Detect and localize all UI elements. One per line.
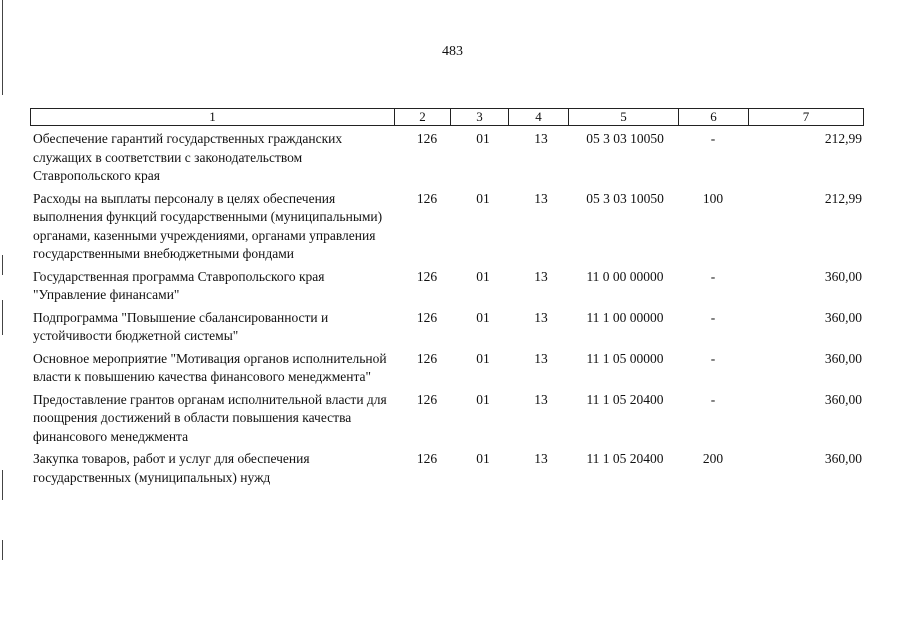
row-sum: 360,00 [824, 391, 862, 407]
row-rz: 01 [476, 268, 490, 284]
header-col-5: 5 [569, 109, 679, 125]
row-rz: 01 [476, 451, 490, 466]
row-pr: 13 [534, 350, 548, 366]
scan-edge-line [2, 540, 3, 560]
row-ved: 126 [416, 131, 438, 146]
row-sum: 360,00 [824, 451, 862, 466]
row-rz: 01 [476, 190, 490, 206]
row-rz: 01 [476, 391, 490, 407]
table-body [30, 130, 864, 491]
row-vr: 200 [702, 451, 724, 466]
row-pr: 13 [534, 391, 548, 407]
row-sum: 360,00 [824, 309, 862, 325]
row-csr: 11 1 05 00000 [586, 350, 664, 366]
row-ved: 126 [416, 190, 438, 206]
row-name: Обеспечение гарантий государственных гражданских служащих в соответствии с законодательством Ставропольского края [33, 131, 343, 183]
row-vr: - [710, 309, 716, 325]
row-ved: 126 [416, 350, 438, 366]
row-pr: 13 [534, 268, 548, 284]
row-sum: 360,00 [824, 350, 862, 366]
row-vr: - [710, 350, 716, 366]
row-sum: 360,00 [824, 268, 862, 284]
row-name: Закупка товаров, работ и услуг для обеспечения государственных (муниципальных) нужд [33, 451, 310, 485]
header-col-4: 4 [509, 109, 569, 125]
row-rz: 01 [476, 309, 490, 325]
table-row [30, 309, 864, 346]
row-vr: - [710, 131, 716, 146]
row-csr: 11 1 05 20400 [586, 451, 664, 466]
page-number: 483 [442, 44, 463, 59]
row-name: Расходы на выплаты персоналу в целях обеспечения выполнения функций государственными (муниципальными) органами, казенными учреждениями, органами управления государственными внебюджетными фондами [33, 190, 383, 261]
row-name: Подпрограмма "Повышение сбалансированности и устойчивости бюджетной системы" [33, 309, 329, 343]
row-sum: 212,99 [824, 190, 862, 206]
row-csr: 11 0 00 00000 [586, 268, 664, 284]
table-row [30, 268, 864, 305]
header-col-3: 3 [451, 109, 509, 125]
scan-edge-line [2, 255, 3, 275]
row-csr: 11 1 05 20400 [586, 391, 664, 407]
row-pr: 13 [534, 309, 548, 325]
row-pr: 13 [534, 451, 548, 466]
row-name: Основное мероприятие "Мотивация органов исполнительной власти к повышению качества финансового менеджмента" [33, 350, 387, 384]
row-vr: - [710, 268, 716, 284]
table-row [30, 350, 864, 387]
row-rz: 01 [476, 350, 490, 366]
row-rz: 01 [476, 131, 490, 146]
header-col-1: 1 [31, 109, 395, 125]
header-col-6: 6 [679, 109, 749, 125]
header-col-7: 7 [802, 109, 810, 124]
scan-edge-line [2, 0, 3, 95]
row-ved: 126 [416, 451, 438, 466]
row-sum: 212,99 [824, 131, 862, 146]
header-col-2: 2 [395, 109, 451, 125]
table-row [30, 450, 864, 487]
row-ved: 126 [416, 391, 438, 407]
row-csr: 11 1 00 00000 [586, 309, 664, 325]
scan-edge-line [2, 470, 3, 500]
row-name: Предоставление грантов органам исполнительной власти для поощрения достижений в области повышения качества финансового менеджмента [33, 391, 387, 444]
table-row [30, 391, 864, 447]
row-pr: 13 [534, 131, 548, 146]
row-name: Государственная программа Ставропольского края "Управление финансами" [33, 268, 325, 302]
row-ved: 126 [416, 268, 438, 284]
row-pr: 13 [534, 190, 548, 206]
table-row [30, 190, 864, 264]
row-vr: 100 [702, 190, 724, 206]
table-header-row [30, 108, 864, 126]
row-csr: 05 3 03 10050 [586, 131, 664, 146]
row-ved: 126 [416, 309, 438, 325]
table-row [30, 130, 864, 186]
row-vr: - [710, 391, 716, 407]
row-csr: 05 3 03 10050 [586, 190, 664, 206]
scan-edge-line [2, 300, 3, 335]
